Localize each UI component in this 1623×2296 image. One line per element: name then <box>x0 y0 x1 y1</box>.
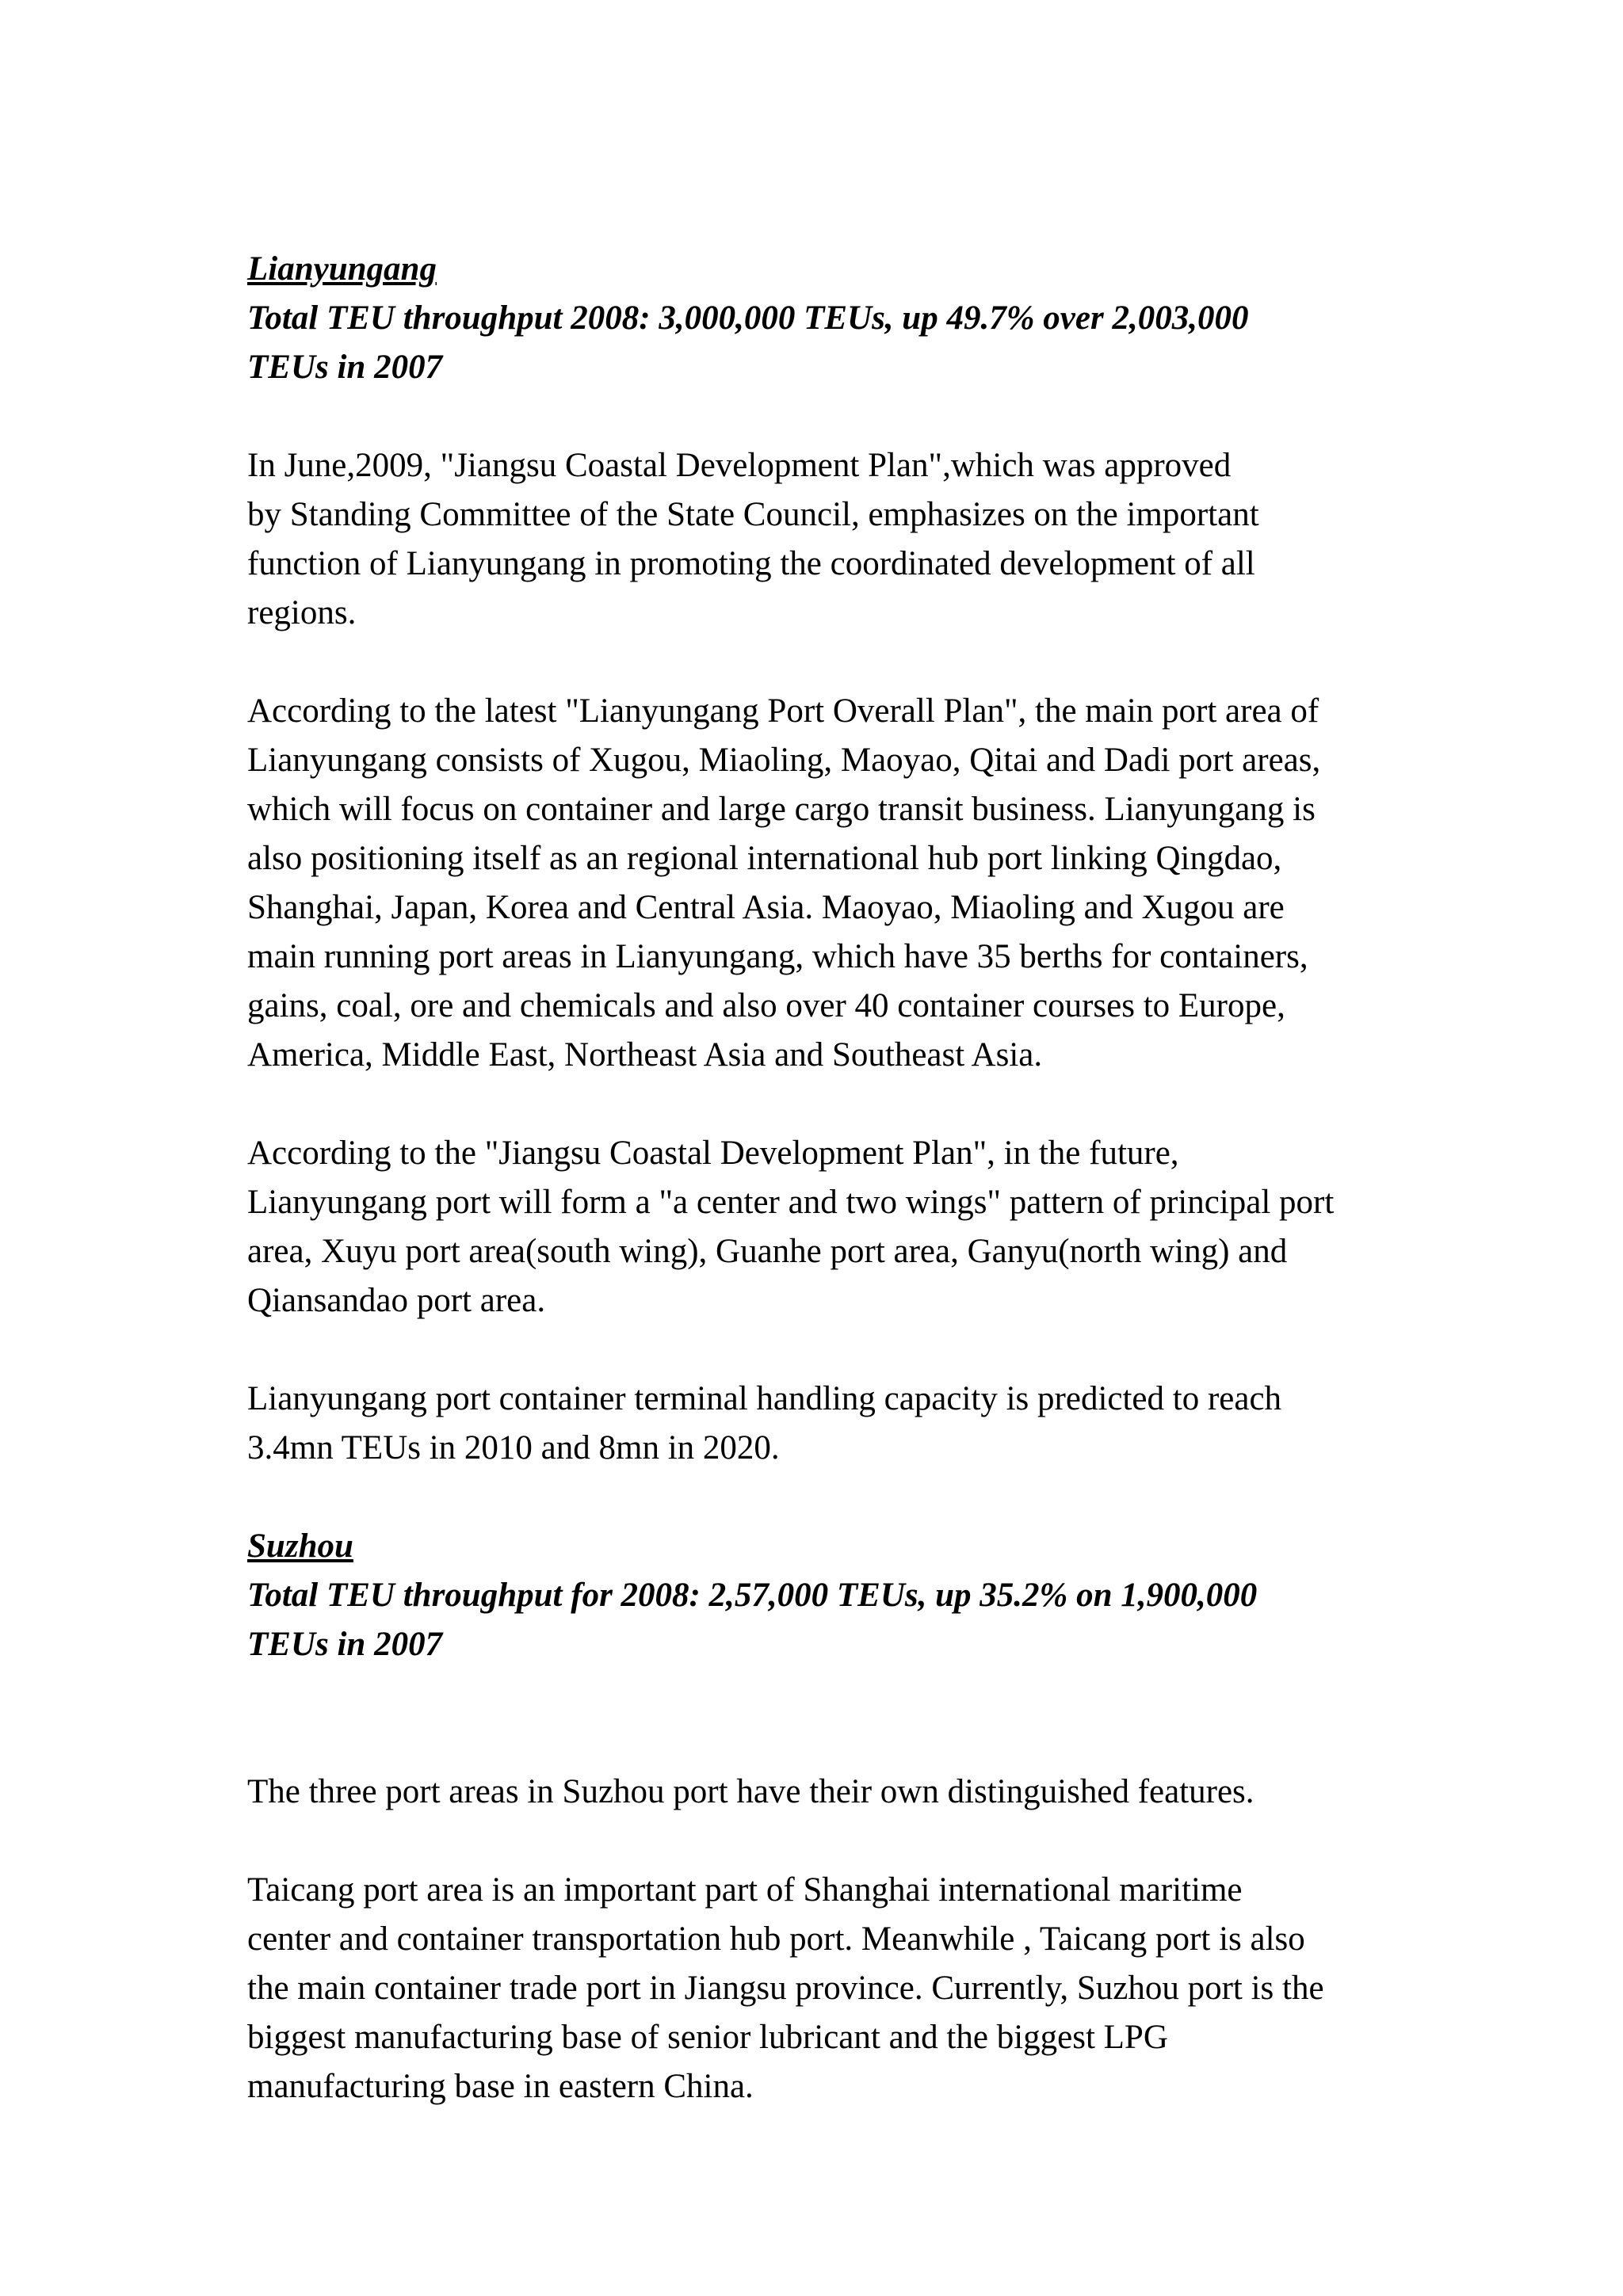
paragraph <box>247 1768 1404 1817</box>
text-line: the main container trade port in Jiangsu province. Currently, Suzhou port is the <box>247 1970 1324 2007</box>
text-line: gains, coal, ore and chemicals and also over 40 container courses to Europe, <box>247 987 1285 1024</box>
text-line: Shanghai, Japan, Korea and Central Asia. Maoyao, Miaoling and Xugou are <box>247 889 1285 926</box>
subtitle-line: TEUs in 2007 <box>247 1626 443 1663</box>
document-content <box>247 245 1404 2111</box>
section-title: Lianyungang <box>247 250 437 288</box>
text-line: regions. <box>247 594 357 631</box>
text-line: by Standing Committee of the State Council, emphasizes on the important <box>247 496 1259 533</box>
section-title: Suzhou <box>247 1527 353 1565</box>
text-line: Taicang port area is an important part of Shanghai international maritime <box>247 1871 1243 1909</box>
section-subtitle <box>247 1571 1404 1669</box>
text-line: manufacturing base in eastern China. <box>247 2068 754 2105</box>
text-line: 3.4mn TEUs in 2010 and 8mn in 2020. <box>247 1429 780 1466</box>
text-line: Lianyungang port container terminal handling capacity is predicted to reach <box>247 1380 1282 1417</box>
text-line: center and container transportation hub port. Meanwhile , Taicang port is also <box>247 1920 1305 1958</box>
paragraph <box>247 1375 1404 1473</box>
subtitle-line: TEUs in 2007 <box>247 349 443 386</box>
text-line: area, Xuyu port area(south wing), Guanhe port area, Ganyu(north wing) and <box>247 1233 1288 1270</box>
text-line: biggest manufacturing base of senior lubricant and the biggest LPG <box>247 2019 1168 2056</box>
text-line: Lianyungang consists of Xugou, Miaoling, Maoyao, Qitai and Dadi port areas, <box>247 742 1321 779</box>
paragraph <box>247 687 1404 1080</box>
text-line: Qiansandao port area. <box>247 1282 546 1319</box>
paragraph <box>247 441 1404 638</box>
subtitle-line: Total TEU throughput 2008: 3,000,000 TEUs, up 49.7% over 2,003,000 <box>247 299 1249 337</box>
paragraph <box>247 1129 1404 1325</box>
text-line: main running port areas in Lianyungang, which have 35 berths for containers, <box>247 938 1308 975</box>
text-line: which will focus on container and large cargo transit business. Lianyungang is <box>247 791 1316 828</box>
section-subtitle <box>247 294 1404 392</box>
text-line: Lianyungang port will form a "a center and two wings" pattern of principal port <box>247 1184 1335 1221</box>
text-line: In June,2009, "Jiangsu Coastal Development Plan",which was approved <box>247 447 1232 484</box>
text-line: The three port areas in Suzhou port have their own distinguished features. <box>247 1773 1254 1810</box>
text-line: America, Middle East, Northeast Asia and Southeast Asia. <box>247 1036 1043 1074</box>
section-suzhou <box>247 1522 1404 2111</box>
section-lianyungang <box>247 245 1404 1473</box>
text-line: also positioning itself as an regional international hub port linking Qingdao, <box>247 840 1282 877</box>
paragraph <box>247 1866 1404 2111</box>
text-line: function of Lianyungang in promoting the coordinated development of all <box>247 545 1255 582</box>
subtitle-line: Total TEU throughput for 2008: 2,57,000 TEUs, up 35.2% on 1,900,000 <box>247 1577 1258 1614</box>
text-line: According to the "Jiangsu Coastal Development Plan", in the future, <box>247 1135 1179 1172</box>
text-line: According to the latest "Lianyungang Port Overall Plan", the main port area of <box>247 692 1319 730</box>
